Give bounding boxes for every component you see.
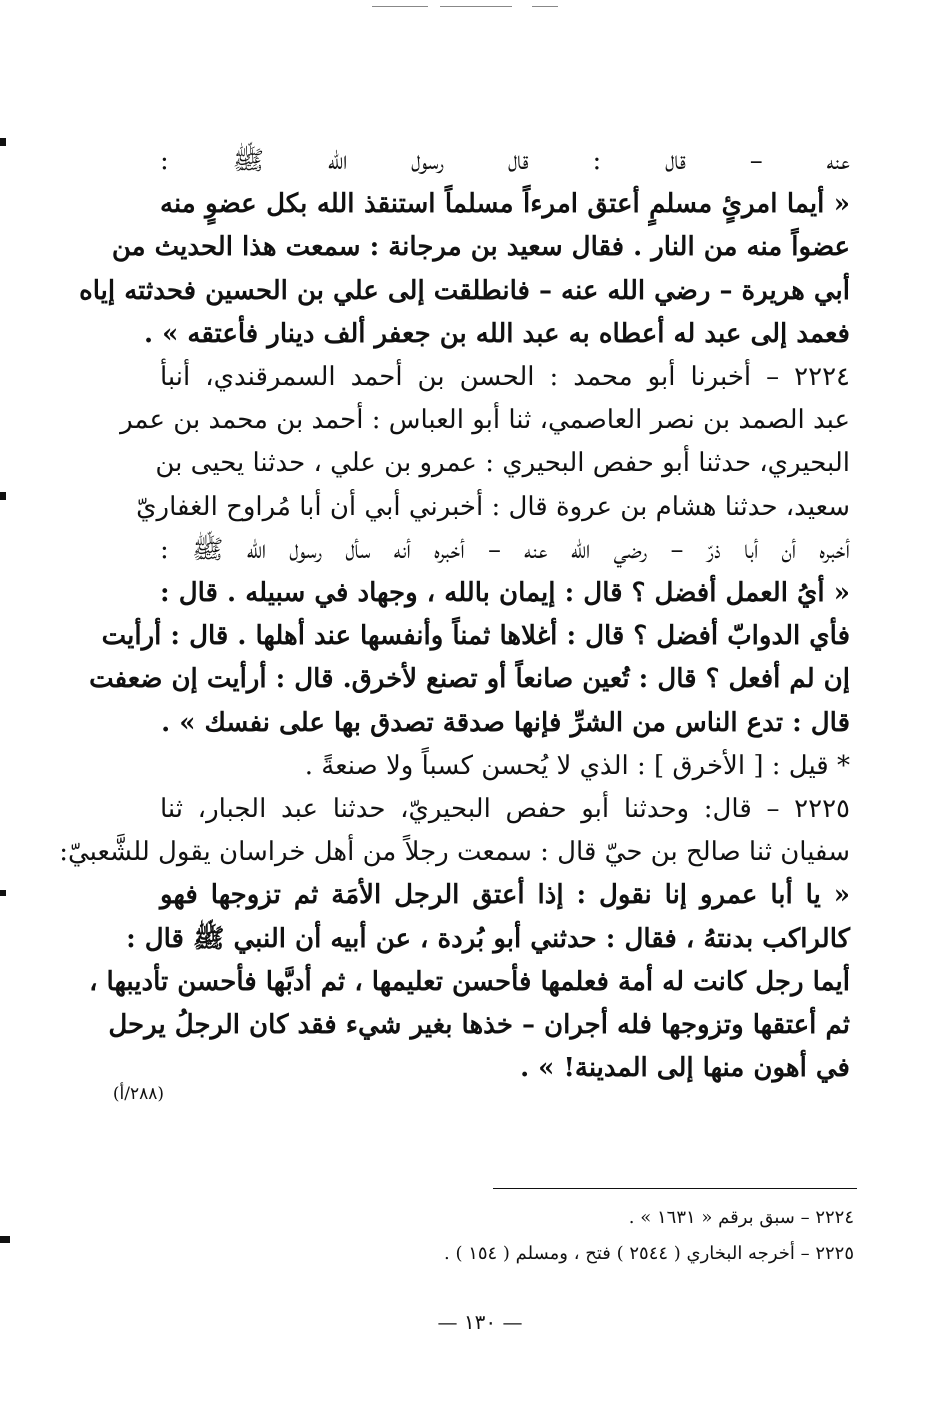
hadith-text-line: إن لم أفعل ؟ قال : تُعين صانعاً أو تصنع لأخرق. قال : أرأيت إن ضعفت bbox=[89, 664, 850, 695]
hadith-text-line: كالراكب بدنتهُ ، فقال : حدثني أبو بُردة ، عن أبيه أن النبي ﷺ قال : bbox=[126, 923, 850, 954]
hadith-text-line: « أيما امرئٍ مسلمٍ أعتق امرءاً مسلماً استنقذ الله بكل عضوٍ منه bbox=[160, 189, 850, 220]
isnad-line: ٢٢٢٤ – أخبرنا أبو محمد : الحسن بن أحمد السمرقندي، أنبأ bbox=[160, 362, 850, 393]
footnote: ٢٢٢٥ – أخرجه البخاري ( ٢٥٤٤ ) فتح ، ومسلم ( ١٥٤ ) . bbox=[444, 1243, 854, 1264]
scan-edge-mark bbox=[0, 1236, 10, 1243]
hadith-text-line: قال : تدع الناس من الشرِّ فإنها صدقة تصدق بها على نفسك » . bbox=[161, 707, 850, 738]
scan-edge-mark bbox=[0, 492, 6, 500]
scan-edge-mark bbox=[0, 890, 6, 896]
main-text bbox=[59, 140, 850, 1090]
hadith-text-line: « يا أبا عمرو إنا نقول : إذا أعتق الرجل الأمَة ثم تزوجها فهو bbox=[160, 880, 850, 911]
isnad-line: سعيد، حدثنا هشام بن عروة قال : أخبرني أبي أن أبا مُراوح الغفاريّ bbox=[136, 491, 850, 522]
isnad-line: أخبره أن أبا ذرّ – رضي الله عنه – أخبره أنه سأل رسول الله ﷺ : bbox=[160, 534, 850, 565]
footnote-separator bbox=[493, 1188, 857, 1189]
scan-artifact-line bbox=[532, 6, 558, 7]
manuscript-folio-note: (٢٨٨/أ) bbox=[112, 1084, 164, 1104]
hadith-text-line: في أهون منها إلى المدينة! » . bbox=[520, 1053, 850, 1084]
isnad-line: سفيان ثنا صالح بن حيّ قال : سمعت رجلاً من أهل خراسان يقول للشَّعبيّ: bbox=[59, 837, 850, 868]
hadith-text-line: أيما رجل كانت له أمة فعلمها فأحسن تعليمها ، ثم أدبَّها فأحسن تأديبها ، bbox=[89, 966, 850, 997]
hadith-text-line: عضواً منه من النار . فقال سعيد بن مرجانة : سمعت هذا الحديث من bbox=[111, 232, 850, 263]
gloss-line: * قيل : [ الأخرق ] : الذي لا يُحسن كسباً ولا صنعةً . bbox=[304, 750, 850, 781]
hadith-text-line: فأي الدوابّ أفضل ؟ قال : أغلاها ثمناً وأنفسها عند أهلها . قال : أرأيت bbox=[101, 621, 850, 652]
scan-artifact-line bbox=[372, 6, 428, 7]
isnad-line: ٢٢٢٥ – قال: وحدثنا أبو حفص البحيريّ، حدثنا عبد الجبار، ثنا bbox=[160, 794, 850, 825]
footnote: ٢٢٢٤ – سبق برقم « ١٦٣١ » . bbox=[628, 1207, 854, 1228]
scan-artifact-line bbox=[440, 6, 512, 7]
scan-edge-mark bbox=[0, 138, 6, 146]
hadith-text-line: أبي هريرة – رضي الله عنه – فانطلقت إلى علي بن الحسين فحدثته إياه bbox=[79, 275, 850, 306]
hadith-text-line: ثم أعتقها وتزوجها فله أجران – خذها بغير شيء فقد كان الرجلُ يرحل bbox=[108, 1010, 850, 1041]
hadith-text-line: « أيُ العمل أفضل ؟ قال : إيمان بالله ، وجهاد في سبيله . قال : bbox=[160, 578, 850, 609]
isnad-line: عبد الصمد بن نصر العاصمي، ثنا أبو العباس : أحمد بن محمد بن عمر bbox=[120, 405, 850, 436]
isnad-line: البحيري، حدثنا أبو حفص البحيري : عمرو بن علي ، حدثنا يحيى بن bbox=[155, 448, 850, 479]
text-line: عنه – قال : قال رسول الله ﷺ : bbox=[160, 146, 850, 176]
footnotes bbox=[240, 1200, 854, 1272]
page-number: — ١٣٠ — bbox=[437, 1310, 523, 1334]
hadith-text-line: فعمد إلى عبد له أعطاه به عبد الله بن جعفر ألف دينار فأعتقه » . bbox=[144, 318, 850, 349]
